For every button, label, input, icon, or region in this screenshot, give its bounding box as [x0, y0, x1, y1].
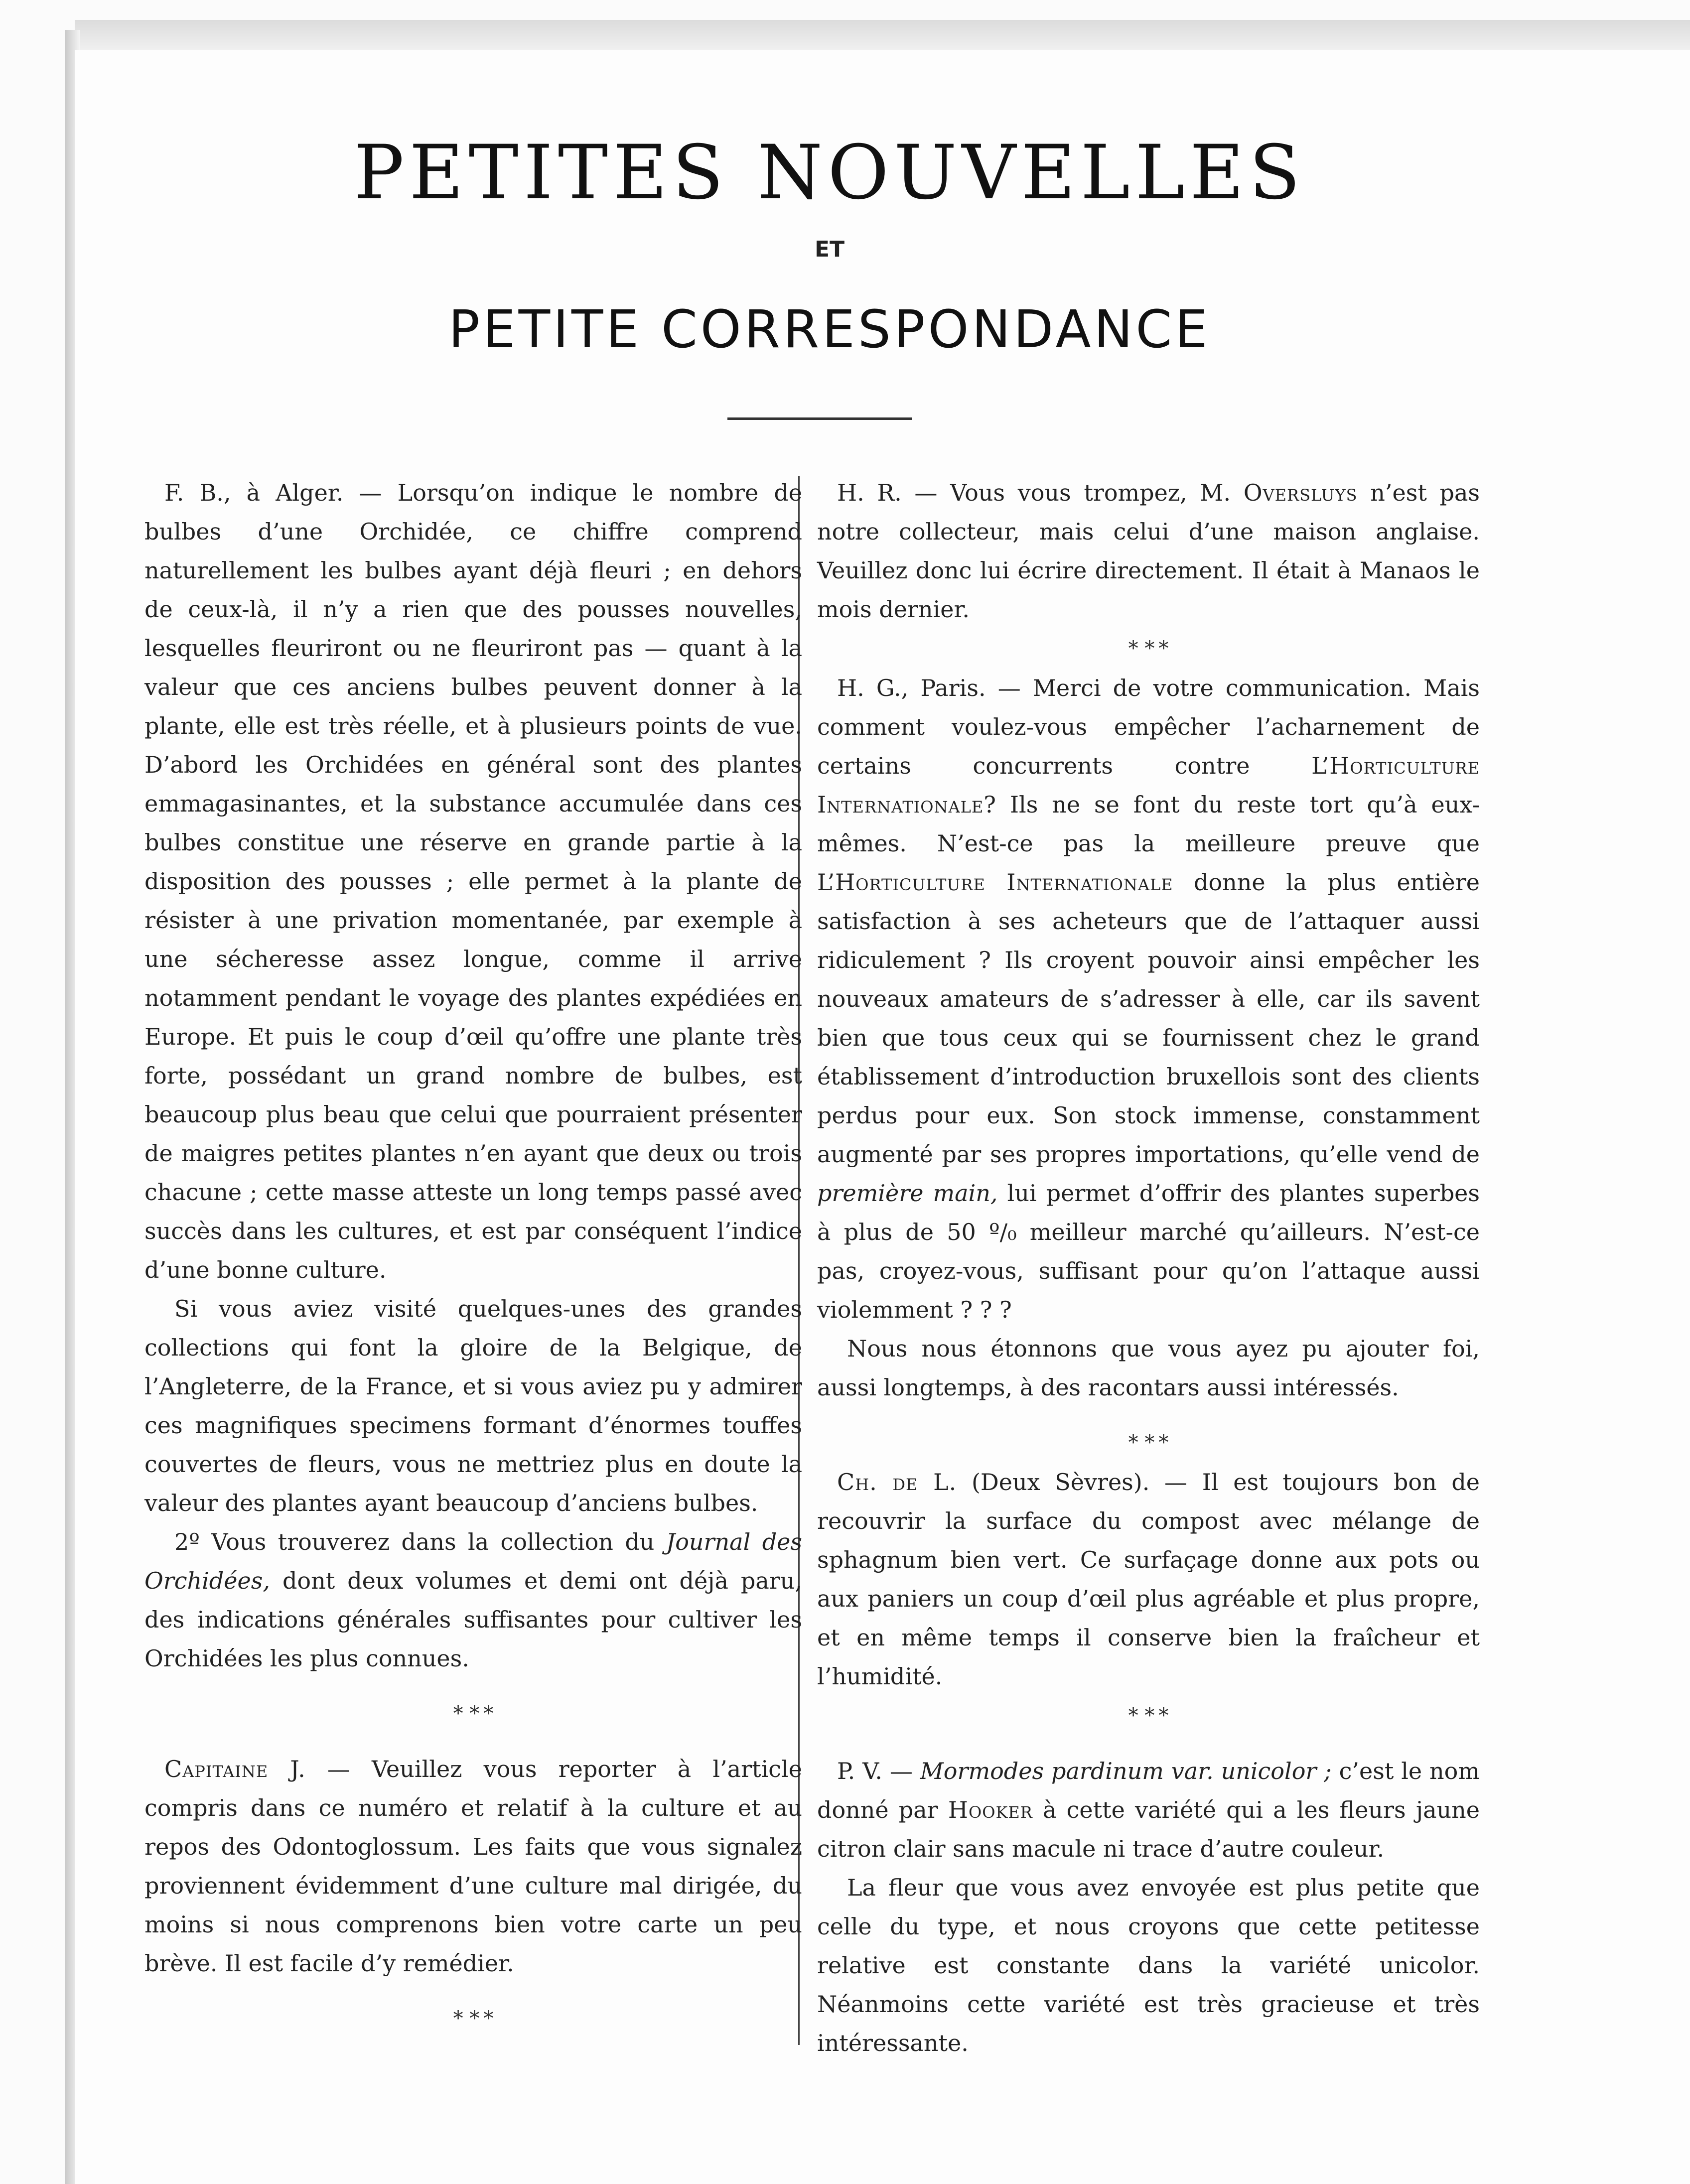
letter-fb	[144, 473, 802, 1289]
letter-hg-para2: Nous nous étonnons que vous ayez pu ajouter foi, aussi longtemps, à des racontars aussi intéressés.	[817, 1335, 1480, 1401]
letter-hg-text-1: — Merci de votre communication. Mais comment voulez-vous empêcher l’acharnement de certains concurrents contre	[817, 675, 1480, 779]
letter-capitaine	[144, 1750, 802, 1983]
letter-ch-text: (Deux Sèvres). — Il est toujours bon de recouvrir la surface du compost avec mélange de sphagnum bien vert. Ce surfaçage donne aux pots ou aux paniers un coup d’œil plus agréable et plus propre, et en même temps il conserve bien la fraîcheur et l’humidité.	[817, 1469, 1480, 1690]
letter-hr-text-end: n’est pas notre collecteur, mais celui d’une maison anglaise. Veuillez donc lui écrire directement. Il était à Manaos le mois dernier.	[817, 479, 1480, 623]
title-conjunction: ET	[814, 237, 845, 262]
letter-pv	[817, 1752, 1480, 1868]
letter-fb-lead: F. B., à Alger.	[164, 479, 344, 506]
separator-stars: * * *	[1128, 1704, 1169, 1727]
letter-pv-para2: La fleur que vous avez envoyée est plus petite que celle du type, et nous croyons que cette petitesse relative est constante dans la variété unicolor. Néanmoins cette variété est très gracieuse et très intéressante.	[817, 1874, 1480, 2056]
title-rule	[727, 417, 912, 420]
letter-hg-lead: H. G., Paris.	[837, 675, 986, 701]
left-column	[144, 473, 802, 2039]
right-column	[817, 473, 1480, 2062]
letter-hg-text-4: lui permet d’offrir des plantes superbes à plus de 50 º/₀ meilleur marché qu’ailleurs. N’est-ce pas, croyez-vous, suffisant pour qu’on l’attaque aussi violemment ? ? ?	[817, 1180, 1480, 1323]
page-title: PETITES NOUVELLES	[354, 130, 1305, 216]
letter-fb-para2: Si vous aviez visité quelques-unes des grandes collections qui font la gloire de la Belgique, de l’Angleterre, de la France, et si vous aviez pu y admirer ces magnifiques specimens formant d’énormes touffes couvertes de fleurs, vous ne mettriez plus en doute la valeur des plantes ayant beaucoup d’anciens bulbes.	[144, 1295, 802, 1516]
letter-pv-lead: P. V.	[837, 1758, 882, 1784]
letter-fb-para3-start: 2º Vous trouverez dans la collection du	[174, 1528, 666, 1555]
letter-capitaine-text: — Veuillez vous reporter à l’article compris dans ce numéro et relatif à la culture et au repos des Odontoglossum. Les faits que vous signalez proviennent évidemment d’une culture mal dirigée, du moins si nous comprenons bien votre carte un peu brève. Il est facile d’y remédier.	[144, 1756, 802, 1977]
letter-hr-text-start: — Vous vous trompez, M.	[901, 479, 1244, 506]
separator-stars: * * *	[1128, 637, 1169, 660]
letter-pv-text-start: c’est le nom donné par	[817, 1758, 1480, 1823]
letter-fb-para3-end: dont deux volumes et demi ont déjà paru, des indications générales suffisantes pour cultiver les Orchidées les plus connues.	[144, 1567, 802, 1672]
letter-hr	[817, 473, 1480, 629]
letter-pv-dash: —	[882, 1758, 920, 1784]
author-name: Hooker	[948, 1796, 1033, 1823]
letter-hg-text-3: donne la plus entière satisfaction à ses acheteurs que de l’attaquer aussi ridiculement ? Ils croyent pouvoir ainsi empêcher les nouveaux amateurs de s’adresser à elle, car ils savent bien que tous ceux qui se fournissent chez le grand établissement d’introduction bruxellois sont des clients perdus pour eux. Son stock immense, constamment augmenté par ses propres importations, qu’elle vend de	[817, 869, 1480, 1168]
collector-name: Oversluys	[1243, 479, 1358, 506]
letter-ch	[817, 1463, 1480, 1696]
journal-title: Journal des Orchidées,	[144, 1528, 802, 1594]
letter-hg-italic: première main,	[817, 1180, 998, 1207]
species-name: Mormodes pardinum var. unicolor ;	[920, 1758, 1332, 1784]
letter-fb-text: — Lorsqu’on indique le nombre de bulbes d’une Orchidée, ce chiffre comprend naturellement les bulbes ayant déjà fleuri ; en dehors de ceux-là, il n’y a rien que des pousses nouvelles, lesquelles fleuriront ou ne fleuriront pas — quant à la valeur que ces anciens bulbes peuvent donner à la plante, elle est très réelle, et à plusieurs points de vue. D’abord les Orchidées en général sont des plantes emmagasinantes, et la substance accumulée dans ces bulbes constitue une réserve en grande partie à la disposition des pousses ; elle permet à la plante de résister à une privation momentanée, par exemple à une sécheresse assez longue, comme il arrive notamment pendant le voyage des plantes expédiées en Europe. Et puis le coup d’œil qu’offre une plante très forte, possédant un grand nombre de bulbes, est beaucoup plus beau que celui que pourraient présenter de maigres petites plantes n’en ayant que deux ou trois chacune ; cette masse atteste un long temps passé avec succès dans les cultures, et est par conséquent l’indice d’une bonne culture.	[144, 479, 802, 1283]
letter-fb-para3	[144, 1522, 802, 1678]
brand-name: L’Horticulture Internationale	[817, 752, 1480, 818]
letter-hg	[817, 669, 1480, 1329]
separator-stars: * * *	[453, 1702, 494, 1725]
letter-hr-lead: H. R.	[837, 479, 902, 506]
letter-capitaine-lead: Capitaine J.	[164, 1756, 306, 1782]
letter-ch-lead: Ch. de L.	[837, 1469, 957, 1496]
separator-stars: * * *	[1128, 1431, 1169, 1454]
page-subtitle: PETITE CORRESPONDANCE	[448, 299, 1211, 360]
brand-name: L’Horticulture Internationale	[817, 869, 1173, 896]
separator-stars: * * *	[453, 2007, 494, 2030]
letter-pv-text-end: à cette variété qui a les fleurs jaune citron clair sans macule ni trace d’autre couleur.	[817, 1796, 1480, 1862]
letter-hg-text-2: ? Ils ne se font du reste tort qu’à eux-mêmes. N’est-ce pas la meilleure preuve que	[817, 791, 1480, 857]
